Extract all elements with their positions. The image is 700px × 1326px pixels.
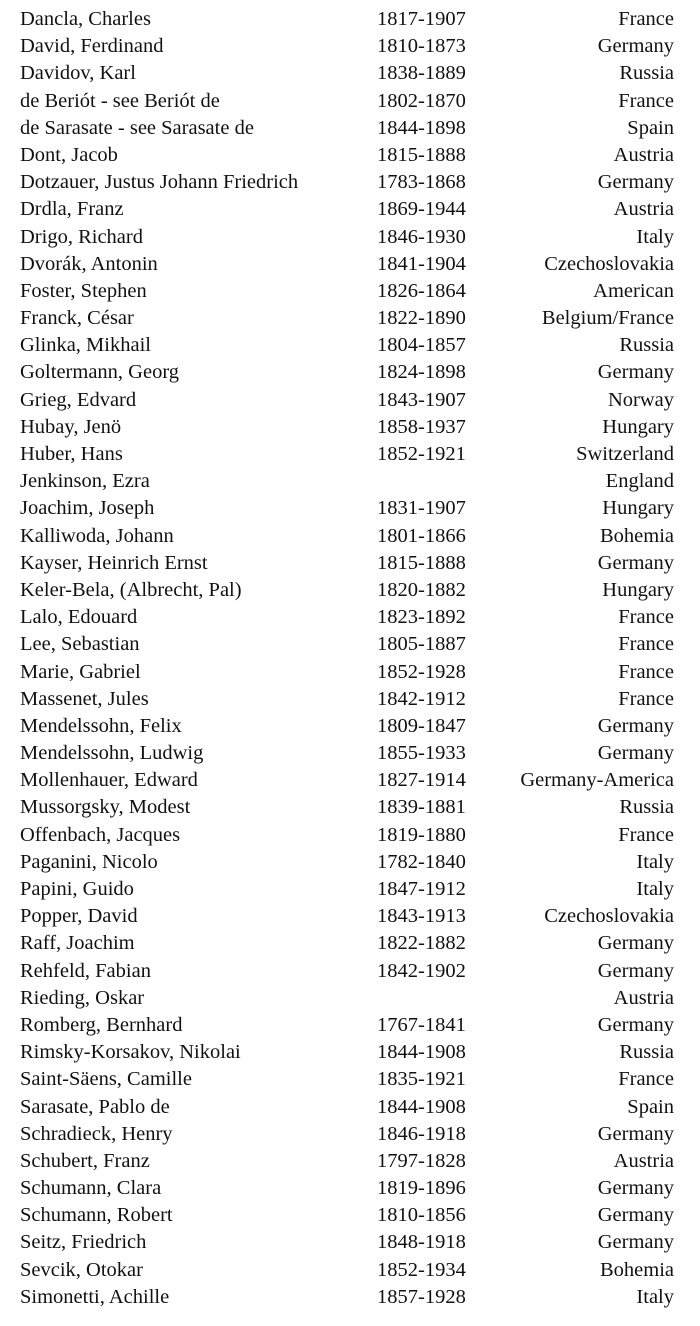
composer-name: Popper, David <box>20 905 138 928</box>
composer-dates: 1844-1908 <box>377 1095 466 1118</box>
composer-country: Austria <box>613 986 674 1009</box>
composer-dates: 1858-1937 <box>377 415 466 438</box>
list-item <box>0 550 700 577</box>
list-item <box>0 577 700 604</box>
composer-list <box>0 6 700 1311</box>
composer-name: Kalliwoda, Johann <box>20 524 174 547</box>
list-item <box>0 523 700 550</box>
composer-name: Rieding, Oskar <box>20 986 145 1009</box>
composer-country: Germany <box>597 1231 674 1254</box>
composer-name: Paganini, Nicolo <box>20 850 158 873</box>
composer-name: Drdla, Franz <box>20 198 124 221</box>
composer-country: Germany-America <box>520 769 674 792</box>
composer-dates: 1835-1921 <box>377 1068 466 1091</box>
list-item <box>0 115 700 142</box>
list-item <box>0 414 700 441</box>
composer-name: Keler-Bela, (Albrecht, Pal) <box>20 578 242 601</box>
list-item <box>0 6 700 33</box>
composer-country: Russia <box>619 62 674 85</box>
list-item <box>0 767 700 794</box>
composer-dates: 1824-1898 <box>377 361 466 384</box>
list-item <box>0 1284 700 1311</box>
list-item <box>0 985 700 1012</box>
composer-dates: 1843-1913 <box>377 905 466 928</box>
list-item <box>0 1121 700 1148</box>
composer-country: France <box>618 687 674 710</box>
list-item <box>0 1148 700 1175</box>
composer-dates: 1810-1873 <box>377 35 466 58</box>
composer-dates: 1819-1880 <box>377 823 466 846</box>
composer-name: Huber, Hans <box>20 443 123 465</box>
composer-name: Saint-Säens, Camille <box>20 1068 192 1091</box>
composer-dates: 1847-1912 <box>377 878 466 900</box>
list-item <box>0 631 700 658</box>
composer-dates: 1820-1882 <box>377 578 466 601</box>
composer-dates: 1822-1882 <box>377 932 466 955</box>
composer-country: Austria <box>613 143 674 166</box>
composer-name: Jenkinson, Ezra <box>20 470 150 493</box>
list-item <box>0 713 700 740</box>
composer-dates: 1846-1918 <box>377 1122 466 1145</box>
composer-name: Lee, Sebastian <box>20 633 140 656</box>
composer-country: Hungary <box>602 415 674 438</box>
composer-country: Czechoslovakia <box>544 905 674 928</box>
composer-country: Norway <box>607 388 674 411</box>
composer-country: Germany <box>597 361 674 384</box>
composer-dates: 1838-1889 <box>377 62 466 85</box>
composer-dates: 1817-1907 <box>377 8 466 30</box>
composer-name: Dvorák, Antonin <box>20 252 158 275</box>
composer-country: Spain <box>627 1095 674 1118</box>
composer-dates: 1848-1918 <box>377 1231 466 1254</box>
composer-name: Offenbach, Jacques <box>20 823 181 846</box>
composer-name: Sevcik, Otokar <box>20 1258 143 1281</box>
list-item <box>0 686 700 713</box>
composer-name: Schumann, Clara <box>20 1177 162 1200</box>
composer-country: Germany <box>597 1177 674 1200</box>
list-item <box>0 251 700 278</box>
composer-country: Germany <box>597 1013 674 1036</box>
list-item <box>0 196 700 223</box>
composer-name: Goltermann, Georg <box>20 361 180 384</box>
composer-country: Germany <box>597 959 674 982</box>
composer-country: Italy <box>636 1285 674 1308</box>
composer-country: Hungary <box>602 578 674 601</box>
composer-dates: 1844-1898 <box>377 116 466 139</box>
composer-dates: 1767-1841 <box>377 1013 466 1036</box>
composer-dates: 1783-1868 <box>377 171 466 194</box>
composer-name: Mendelssohn, Felix <box>20 714 182 737</box>
composer-country: Austria <box>613 1149 674 1172</box>
composer-country: Germany <box>597 551 674 574</box>
composer-dates: 1809-1847 <box>377 714 466 737</box>
composer-country: Italy <box>636 850 674 873</box>
list-item <box>0 468 700 495</box>
composer-name: Franck, César <box>20 307 134 330</box>
composer-name: Simonetti, Achille <box>20 1285 170 1308</box>
composer-dates: 1815-1888 <box>377 551 466 574</box>
composer-name: Lalo, Edouard <box>20 606 138 629</box>
composer-dates: 1852-1921 <box>377 443 466 465</box>
composer-name: Kayser, Heinrich Ernst <box>20 551 208 574</box>
list-item <box>0 441 700 468</box>
list-item <box>0 142 700 169</box>
list-item <box>0 495 700 522</box>
composer-name: Papini, Guido <box>20 878 134 900</box>
composer-country: France <box>618 8 674 30</box>
composer-country: Bohemia <box>599 1258 674 1281</box>
composer-name: Grieg, Edvard <box>20 388 137 411</box>
composer-name: Joachim, Joseph <box>20 497 155 520</box>
composer-country: Germany <box>597 714 674 737</box>
composer-dates: 1852-1928 <box>377 660 466 683</box>
composer-dates: 1802-1870 <box>377 89 466 112</box>
composer-name: Massenet, Jules <box>20 687 149 710</box>
composer-dates: 1843-1907 <box>377 388 466 411</box>
composer-name: Drigo, Richard <box>20 225 143 248</box>
list-item <box>0 930 700 957</box>
composer-country: Hungary <box>602 497 674 520</box>
composer-dates: 1810-1856 <box>377 1204 466 1227</box>
composer-country: Italy <box>636 878 674 900</box>
composer-dates: 1782-1840 <box>377 850 466 873</box>
composer-dates: 1841-1904 <box>377 252 466 275</box>
composer-name: de Beriót - see Beriót de <box>20 89 220 112</box>
composer-name: Marie, Gabriel <box>20 660 141 683</box>
composer-name: Romberg, Bernhard <box>20 1013 183 1036</box>
composer-name: Seitz, Friedrich <box>20 1231 147 1254</box>
list-item <box>0 849 700 876</box>
composer-dates: 1797-1828 <box>377 1149 466 1172</box>
composer-name: Schubert, Franz <box>20 1149 150 1172</box>
composer-country: Switzerland <box>576 443 674 465</box>
composer-name: Dotzauer, Justus Johann Friedrich <box>20 171 299 194</box>
list-item <box>0 387 700 414</box>
composer-dates: 1805-1887 <box>377 633 466 656</box>
composer-country: Italy <box>636 225 674 248</box>
composer-name: Davidov, Karl <box>20 62 136 85</box>
list-item <box>0 958 700 985</box>
list-item <box>0 169 700 196</box>
composer-name: Glinka, Mikhail <box>20 334 151 357</box>
composer-country: American <box>593 279 674 302</box>
composer-country: Germany <box>597 35 674 58</box>
list-item <box>0 1039 700 1066</box>
list-item <box>0 876 700 903</box>
list-item <box>0 278 700 305</box>
composer-name: Schradieck, Henry <box>20 1122 173 1145</box>
composer-country: England <box>605 470 674 493</box>
list-item <box>0 903 700 930</box>
composer-dates: 1855-1933 <box>377 742 466 765</box>
composer-dates: 1823-1892 <box>377 606 466 629</box>
composer-dates: 1844-1908 <box>377 1041 466 1064</box>
composer-country: Germany <box>597 1204 674 1227</box>
composer-country: Czechoslovakia <box>544 252 674 275</box>
composer-dates: 1822-1890 <box>377 307 466 330</box>
composer-country: Russia <box>619 334 674 357</box>
composer-country: France <box>618 660 674 683</box>
composer-name: Mollenhauer, Edward <box>20 769 198 792</box>
list-item <box>0 60 700 87</box>
composer-dates: 1842-1912 <box>377 687 466 710</box>
composer-name: David, Ferdinand <box>20 35 164 58</box>
list-item <box>0 1202 700 1229</box>
composer-dates: 1804-1857 <box>377 334 466 357</box>
list-item <box>0 1066 700 1093</box>
list-item <box>0 659 700 686</box>
composer-country: Germany <box>597 742 674 765</box>
composer-country: Germany <box>597 1122 674 1145</box>
composer-country: Belgium/France <box>541 307 674 330</box>
composer-dates: 1827-1914 <box>377 769 466 792</box>
list-item <box>0 33 700 60</box>
list-item <box>0 1175 700 1202</box>
composer-country: Bohemia <box>599 524 674 547</box>
composer-country: Spain <box>627 116 674 139</box>
list-item <box>0 88 700 115</box>
list-item <box>0 332 700 359</box>
composer-name: Hubay, Jenö <box>20 415 122 438</box>
composer-dates: 1842-1902 <box>377 959 466 982</box>
composer-dates: 1869-1944 <box>377 198 466 221</box>
list-item <box>0 1094 700 1121</box>
list-item <box>0 1257 700 1284</box>
composer-dates: 1852-1934 <box>377 1258 466 1281</box>
list-item <box>0 604 700 631</box>
list-item <box>0 305 700 332</box>
composer-name: Dancla, Charles <box>20 8 151 30</box>
composer-dates: 1846-1930 <box>377 225 466 248</box>
composer-country: France <box>618 89 674 112</box>
composer-name: Sarasate, Pablo de <box>20 1095 170 1118</box>
composer-name: Mussorgsky, Modest <box>20 796 191 819</box>
list-item <box>0 1012 700 1039</box>
list-item <box>0 1229 700 1256</box>
composer-dates: 1839-1881 <box>377 796 466 819</box>
composer-name: Rehfeld, Fabian <box>20 959 151 982</box>
composer-country: France <box>618 1068 674 1091</box>
composer-country: Austria <box>613 198 674 221</box>
composer-dates: 1857-1928 <box>377 1285 466 1308</box>
list-item <box>0 822 700 849</box>
list-item <box>0 740 700 767</box>
composer-name: de Sarasate - see Sarasate de <box>20 116 254 139</box>
list-item <box>0 794 700 821</box>
composer-country: France <box>618 823 674 846</box>
composer-country: Russia <box>619 1041 674 1064</box>
composer-name: Dont, Jacob <box>20 143 118 166</box>
composer-name: Raff, Joachim <box>20 932 135 955</box>
composer-name: Mendelssohn, Ludwig <box>20 742 204 765</box>
composer-country: France <box>618 606 674 629</box>
composer-country: France <box>618 633 674 656</box>
list-item <box>0 224 700 251</box>
composer-dates: 1815-1888 <box>377 143 466 166</box>
composer-country: Russia <box>619 796 674 819</box>
composer-dates: 1831-1907 <box>377 497 466 520</box>
composer-name: Schumann, Robert <box>20 1204 173 1227</box>
composer-name: Foster, Stephen <box>20 279 147 302</box>
composer-country: Germany <box>597 932 674 955</box>
composer-dates: 1801-1866 <box>377 524 466 547</box>
composer-dates: 1819-1896 <box>377 1177 466 1200</box>
list-item <box>0 359 700 386</box>
composer-dates: 1826-1864 <box>377 279 466 302</box>
composer-country: Germany <box>597 171 674 194</box>
composer-name: Rimsky-Korsakov, Nikolai <box>20 1041 241 1064</box>
